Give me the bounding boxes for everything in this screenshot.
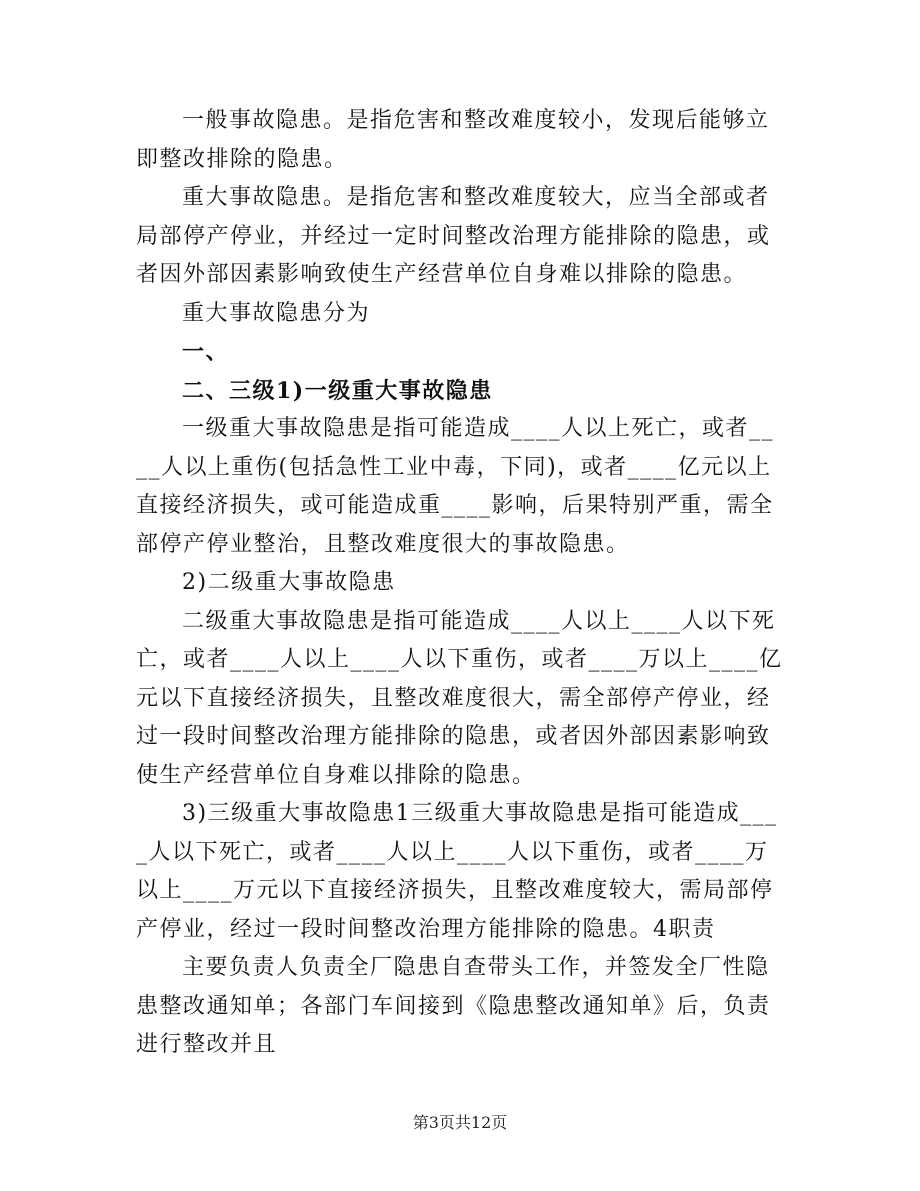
paragraph-responsibilities: 主要负责人负责全厂隐患自查带头工作，并签发全厂性隐患整改通知单；各部门车间接到《隐患整改通知单》后，负责进行整改并且 [136,955,771,1057]
page-number: 第3页共12页 [412,1113,508,1132]
paragraph-general-hazard: 一般事故隐患。是指危害和整改难度较小，发现后能够立即整改排除的隐患。 [136,108,770,172]
document-body [136,102,784,1065]
paragraph-level-two-definition: 二级重大事故隐患是指可能造成____人以上____人以下死亡，或者____人以上____人以下重伤，或者____万以上____亿元以下直接经济损失，且整改难度很大，需全部停产停业，经过一段时间整改治理方能排除的隐患，或者因外部因素影响致使生产经营单位自身难以排除的隐患。 [136,608,783,788]
heading-level-two-hazard: 2)二级重大事故隐患 [182,570,396,595]
paragraph-major-hazard-classification: 重大事故隐患分为 [182,300,371,326]
paragraph-major-hazard: 重大事故隐患。是指危害和整改难度较大，应当全部或者局部停产停业，并经过一定时间整改治理方能排除的隐患，或者因外部因素影响致使生产经营单位自身难以排除的隐患。 [136,185,771,287]
heading-level-one-hazard: 二、三级1)一级重大事故隐患 [182,377,493,404]
heading-one: 一、 [182,339,230,365]
paragraph-level-three-definition: 3)三级重大事故隐患1三级重大事故隐患是指可能造成____人以下死亡，或者____人以上____人以下重伤，或者____万以上____万元以下直接经济损失，且整改难度较大，需局部停产停业，经过一段时间整改治理方能排除的隐患。4职责 [136,801,778,942]
paragraph-level-one-definition: 一级重大事故隐患是指可能造成____人以上死亡，或者____人以上重伤(包括急性工业中毒，下同)，或者____亿元以上直接经济损失，或可能造成重____影响，后果特别严重，需全部停产停业整治，且整改难度很大的事故隐患。 [136,416,775,557]
